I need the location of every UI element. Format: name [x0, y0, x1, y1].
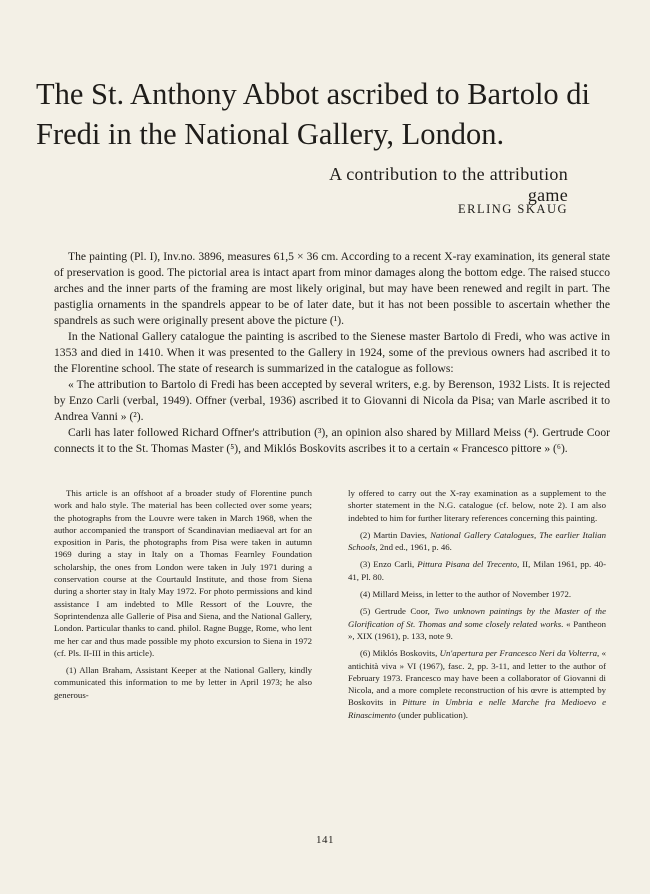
footnote-6: (6) Miklós Boskovits, Un'apertura per Francesco Neri da Volterra, « antichità viva » VI (1967), fasc. 2, pp. 3-11, and letter to the author of February 1973. Francesco may have been a collaborator of Giovanni di Nicola, and a more complete reconstruction of his œvre is attempted by Boskovits in Pitture in Umbria e nelle Marche fra Medioevo e Rinascimento (under publication). [348, 648, 607, 720]
footnote-5: (5) Gertrude Coor, Two unknown paintings by the Master of the Glorification of St. Thomas and some closely related works. « Pantheon », XIX (1961), p. 133, note 9. [348, 606, 606, 641]
footnote-1-continued: ly offered to carry out the X-ray examination as a supplement to the shorter statement in the N.G. catalogue (cf. below, note 2). I am also indebted to him for further literary references concerning this painting. [348, 488, 606, 523]
body-paragraph-4: Carli has later followed Richard Offner's attribution (³), an opinion also shared by Millard Meiss (⁴). Gertrude Coor connects it to the St. Thomas Master (⁵), and Miklós Boskovits ascribes it to a certain « Francesco pittore » (⁶). [54, 426, 610, 455]
body-paragraph-2: In the National Gallery catalogue the painting is ascribed to the Sienese master Bartolo di Fredi, who was active in 1353 and died in 1410. When it was presented to the Gallery in 1924, some of the previous owners had ascribed it to the Florentine school. The state of research is summarized in the catalogue as follows: [54, 330, 610, 375]
footnotes-right-column [348, 487, 606, 726]
footnotes-left-column [54, 487, 312, 706]
article-author: ERLING SKAUG [457, 202, 568, 216]
footnote-3: (3) Enzo Carli, Pittura Pisana del Trecento, II, Milan 1961, pp. 40-41, Pl. 80. [348, 559, 606, 582]
footnote-2: (2) Martin Davies, National Gallery Catalogues, The earlier Italian Schools, 2nd ed., 1961, p. 46. [348, 529, 606, 553]
main-body [54, 249, 610, 457]
footnote-intro: This article is an offshoot af a broader study of Florentine punch work and halo style. The material has been collected over some years; the photographs from the Louvre were taken in March 1968, when the author accompanied the transport of Scandinavian mediaeval art for an exposition in Paris, the photographs from Pisa were taken in autumn 1969 during a stay in Italy on a Thomas Fearnley Foundation scholarship, the ones from London were taken in July 1971 during a conservation course at the Courtauld Institute, and those from Siena during a shorter stay in Italy May 1972. For photo permissions and kind assistance I am indebted to Mlle Ressort of the Louvre, the Soprintendenza alle Gallerie of Pisa and Siena, and the National Gallery, London. Particular thanks to cand. philol. Ragne Bugge, Rome, who lent me her car and thus made possible my photo excursion to Siena in 1972 (cf. Pls. II-III in this article). [54, 488, 312, 658]
article-subtitle: A contribution to the attribution game [329, 164, 568, 205]
footnote-4: (4) Millard Meiss, in letter to the author of November 1972. [360, 589, 572, 600]
article-title: The St. Anthony Abbot ascribed to Bartolo di Fredi in the National Gallery, London. [36, 77, 591, 151]
page-number: 141 [316, 834, 334, 846]
footnote-1: (1) Allan Braham, Assistant Keeper at the National Gallery, kindly communicated this information to me by letter in April 1973; he also generous- [54, 665, 312, 700]
body-paragraph-1: The painting (Pl. I), Inv.no. 3896, measures 61,5 × 36 cm. According to a recent X-ray examination, its general state of preservation is good. The pictorial area is intact apart from minor damages along the bottom edge. The raised stucco arches and the inner parts of the framing are most likely original, but may have been renewed and regilt in part. The pastiglia ornaments in the spandrels appear to be of later date, but it has not been possible to ascertain whether the spandrels as such were originally present above the picture (¹). [54, 250, 610, 327]
catalogue-quote: « The attribution to Bartolo di Fredi has been accepted by several writers, e.g. by Berenson, 1932 Lists. It is rejected by Enzo Carli (verbal, 1949). Offner (verbal, 1936) ascribed it to Giovanni di Nicola da Pisa; van Marle ascribed it to Andrea Vanni » (²). [54, 378, 610, 423]
